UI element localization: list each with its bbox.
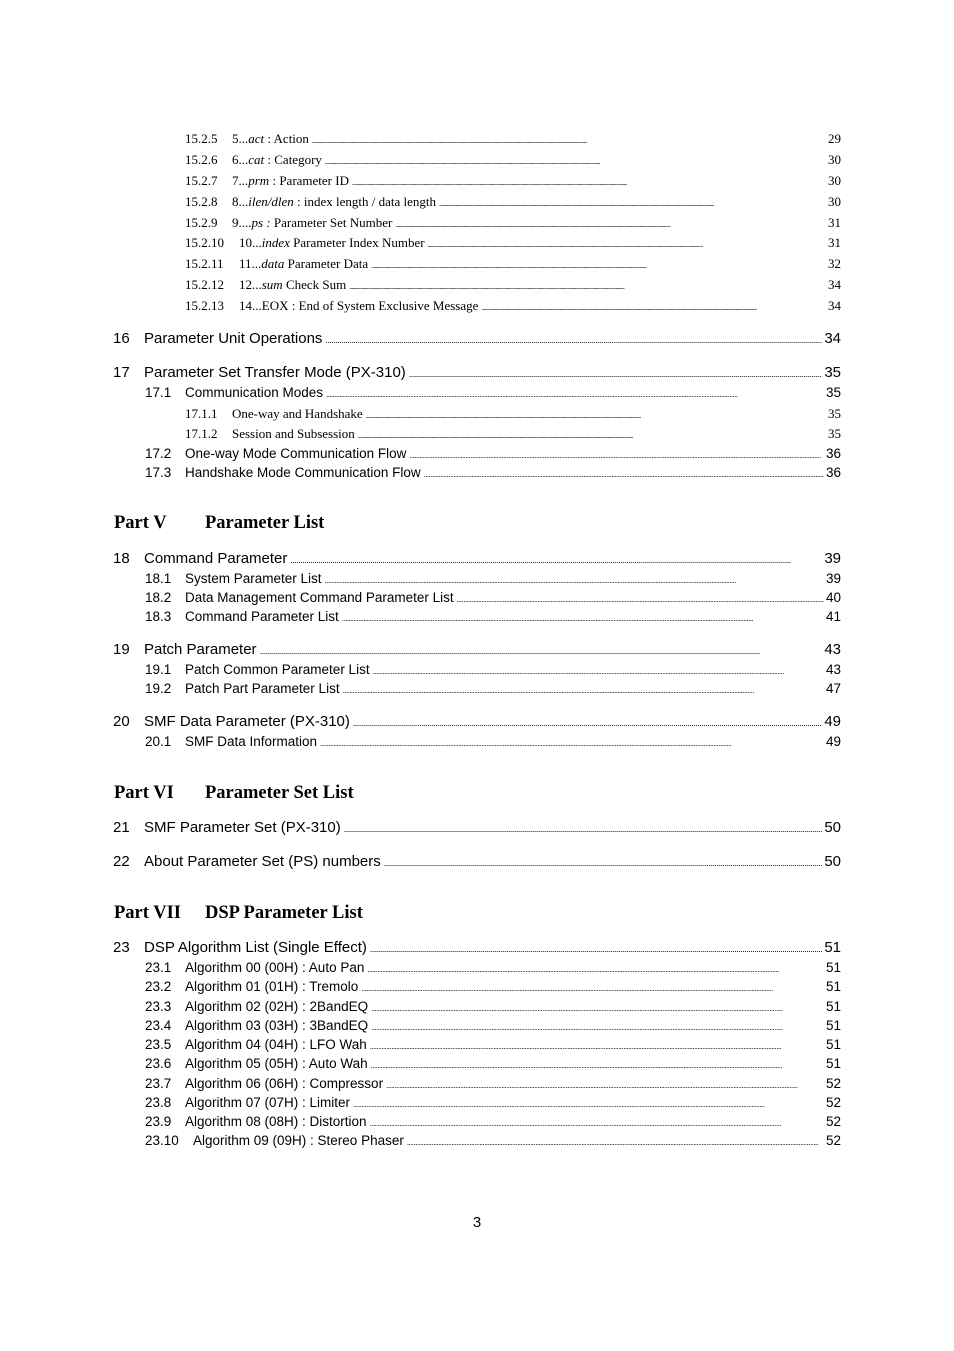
toc-entry[interactable] — [113, 641, 841, 661]
toc-entry-page: 30 — [828, 194, 841, 209]
toc-entry-number: 17.2 — [145, 446, 172, 461]
toc-entry[interactable] — [145, 571, 841, 589]
toc-entry[interactable] — [185, 215, 841, 232]
toc-leader-dots — [344, 824, 823, 834]
toc-leader-dots — [320, 739, 824, 748]
toc-entry-title-text: SMF Data Information — [185, 734, 318, 749]
toc-entry-title-text: Session and Subsession — [232, 426, 355, 441]
part-heading — [114, 903, 363, 924]
toc-entry[interactable] — [145, 465, 841, 483]
toc-entry-page: 52 — [825, 1114, 841, 1129]
toc-entry[interactable] — [113, 853, 841, 873]
toc-entry-title-text: Algorithm 07 (07H) : Limiter — [185, 1095, 351, 1110]
toc-leader-dots — [342, 614, 824, 623]
toc-entry-number: 17.1.2 — [185, 426, 218, 441]
toc-entry[interactable] — [145, 385, 841, 403]
toc-entry-number: 19.1 — [145, 662, 172, 677]
toc-entry[interactable] — [145, 1037, 841, 1055]
toc-entry-number: 15.2.12 — [185, 277, 224, 292]
toc-entry-title-text: DSP Algorithm List (Single Effect) — [144, 939, 367, 956]
toc-entry-title — [185, 1114, 367, 1129]
toc-entry-title-text: 7... — [232, 173, 249, 188]
toc-entry-page: 35 — [828, 426, 841, 441]
part-heading — [114, 513, 324, 534]
toc-entry-number: 18.3 — [145, 609, 172, 624]
toc-entry[interactable] — [113, 330, 841, 350]
toc-entry[interactable] — [185, 235, 841, 252]
toc-entry-number: 15.2.10 — [185, 235, 224, 250]
toc-entry-title-text: Handshake Mode Communication Flow — [185, 465, 421, 480]
toc-leader-dots — [366, 412, 826, 420]
toc-leader-dots — [260, 646, 823, 656]
toc-entry[interactable] — [145, 446, 841, 464]
toc-leader-dots — [349, 283, 826, 291]
toc-entry-title — [239, 256, 368, 272]
toc-entry-number: 19.2 — [145, 681, 172, 696]
toc-entry-page: 52 — [825, 1076, 841, 1091]
toc-entry-title — [232, 194, 436, 210]
toc-entry-title-text: 14...EOX : End of System Exclusive Message — [239, 298, 479, 313]
toc-entry-page: 40 — [825, 590, 841, 605]
toc-entry-page: 41 — [825, 609, 841, 624]
toc-entry-title — [193, 1133, 404, 1148]
toc-entry[interactable] — [185, 426, 841, 443]
toc-entry-number: 23.10 — [145, 1133, 179, 1148]
toc-entry[interactable] — [185, 152, 841, 169]
toc-entry-page: 52 — [825, 1133, 841, 1148]
toc-entry-title — [232, 215, 392, 231]
toc-leader-dots — [343, 686, 824, 695]
toc-entry-number: 15.2.11 — [185, 256, 224, 271]
toc-entry-title-suffix: : index length / data length — [293, 194, 436, 209]
toc-entry[interactable] — [185, 298, 841, 315]
toc-entry-page: 50 — [824, 819, 841, 836]
toc-entry-page: 34 — [828, 298, 841, 313]
toc-leader-dots — [290, 555, 822, 565]
toc-entry-page: 43 — [825, 662, 841, 677]
toc-entry-title-text: Algorithm 05 (05H) : Auto Wah — [185, 1056, 368, 1071]
toc-leader-dots — [325, 576, 824, 585]
toc-entry-number: 17.3 — [145, 465, 172, 480]
toc-entry-number: 23.1 — [145, 960, 172, 975]
toc-entry-title-text: Algorithm 02 (02H) : 2BandEQ — [185, 999, 369, 1014]
toc-entry-number: 18.1 — [145, 571, 172, 586]
toc-leader-dots — [358, 432, 826, 440]
toc-leader-dots — [367, 965, 824, 974]
toc-leader-dots — [361, 984, 824, 993]
part-heading-title: Parameter List — [205, 513, 325, 533]
toc-entry-number: 21 — [113, 819, 130, 836]
toc-leader-dots — [384, 858, 823, 868]
part-heading-title: Parameter Set List — [205, 783, 354, 803]
toc-entry-page: 39 — [825, 571, 841, 586]
toc-entry-title — [232, 152, 322, 168]
toc-entry-number: 23.6 — [145, 1056, 172, 1071]
toc-entry[interactable] — [145, 1056, 841, 1074]
toc-entry-title-text: Command Parameter — [144, 550, 288, 567]
toc-entry-page: 51 — [824, 939, 841, 956]
toc-entry-title-text: Data Management Command Parameter List — [185, 590, 454, 605]
toc-entry-title-text: Patch Common Parameter List — [185, 662, 370, 677]
part-heading-title: DSP Parameter List — [205, 903, 363, 923]
toc-entry-number: 17 — [113, 364, 130, 381]
toc-leader-dots — [409, 369, 823, 379]
toc-entry-title-suffix: Check Sum — [282, 277, 347, 292]
toc-entry-title — [144, 853, 381, 870]
toc-entry-page: 50 — [824, 853, 841, 870]
toc-entry-title-text: Parameter Set Transfer Mode (PX-310) — [144, 364, 406, 381]
toc-entry-page: 34 — [824, 330, 841, 347]
toc-entry-number: 18 — [113, 550, 130, 567]
toc-leader-dots — [370, 1119, 824, 1128]
toc-leader-dots — [481, 304, 826, 312]
toc-entry[interactable] — [145, 681, 841, 699]
toc-entry-title — [144, 641, 257, 658]
toc-entry-title — [185, 465, 421, 480]
toc-entry[interactable] — [185, 256, 841, 273]
toc-entry-title-suffix: Parameter Index Number — [289, 235, 425, 250]
toc-entry-number: 17.1.1 — [185, 406, 218, 421]
toc-entry[interactable] — [113, 819, 841, 839]
toc-entry-page: 39 — [824, 550, 841, 567]
toc-entry-title-text: Command Parameter List — [185, 609, 339, 624]
toc-entry[interactable] — [145, 1095, 841, 1113]
toc-entry-number: 22 — [113, 853, 130, 870]
toc-entry-title — [185, 609, 339, 624]
toc-entry-title — [185, 979, 358, 994]
toc-entry-title-text: Parameter Unit Operations — [144, 330, 323, 347]
toc-entry-title-text: System Parameter List — [185, 571, 322, 586]
toc-entry-number: 15.2.5 — [185, 131, 218, 146]
toc-leader-dots — [373, 667, 824, 676]
toc-leader-dots — [407, 1138, 824, 1147]
toc-entry[interactable] — [185, 406, 841, 423]
toc-entry-title-text: Patch Part Parameter List — [185, 681, 340, 696]
part-heading — [114, 783, 354, 804]
toc-entry-title-text: Patch Parameter — [144, 641, 257, 658]
toc-entry[interactable] — [113, 364, 841, 384]
toc-entry-number: 23.3 — [145, 999, 172, 1014]
toc-entry-page: 51 — [825, 1056, 841, 1071]
toc-entry-page: 51 — [825, 999, 841, 1014]
toc-entry[interactable] — [145, 1076, 841, 1094]
toc-entry[interactable] — [185, 194, 841, 211]
toc-entry-title — [185, 1018, 368, 1033]
toc-entry-title-variable: data — [261, 256, 285, 271]
toc-entry-page: 30 — [828, 152, 841, 167]
toc-entry[interactable] — [145, 1114, 841, 1132]
toc-entry-title — [185, 999, 368, 1014]
toc-entry-title-text: About Parameter Set (PS) numbers — [144, 853, 381, 870]
toc-leader-dots — [371, 1023, 824, 1032]
toc-entry-title-text: One-way Mode Communication Flow — [185, 446, 407, 461]
toc-leader-dots — [395, 221, 826, 229]
toc-entry-title-suffix: : Parameter ID — [269, 173, 349, 188]
toc-entry-title-variable: index — [261, 235, 290, 250]
toc-entry-title-text: Algorithm 06 (06H) : Compressor — [185, 1076, 384, 1091]
toc-entry-page: 43 — [824, 641, 841, 658]
toc-entry-title-text: SMF Data Parameter (PX-310) — [144, 713, 350, 730]
toc-entry-number: 15.2.9 — [185, 215, 218, 230]
toc-entry[interactable] — [113, 550, 841, 570]
toc-entry-page: 34 — [828, 277, 841, 292]
toc-entry-page: 35 — [828, 406, 841, 421]
toc-entry-title-text: 6... — [232, 152, 249, 167]
toc-entry-page: 30 — [828, 173, 841, 188]
toc-entry-number: 23.4 — [145, 1018, 172, 1033]
toc-entry-title-variable: cat — [248, 152, 265, 167]
toc-leader-dots — [312, 137, 826, 145]
toc-entry-number: 23.2 — [145, 979, 172, 994]
toc-leader-dots — [457, 595, 824, 604]
part-heading-number: Part VII — [114, 903, 181, 923]
toc-entry[interactable] — [113, 939, 841, 959]
toc-leader-dots — [409, 451, 824, 460]
toc-entry-title — [185, 1076, 383, 1091]
toc-entry-title — [144, 364, 406, 381]
toc-entry-page: 47 — [825, 681, 841, 696]
toc-entry-title — [232, 406, 363, 422]
toc-entry-page: 51 — [825, 1018, 841, 1033]
toc-entry-title — [144, 330, 322, 347]
toc-leader-dots — [325, 335, 822, 345]
toc-entry-number: 23.5 — [145, 1037, 172, 1052]
toc-entry-title — [239, 235, 425, 251]
toc-entry-page: 49 — [825, 734, 841, 749]
toc-entry-number: 18.2 — [145, 590, 172, 605]
toc-entry-page: 51 — [825, 1037, 841, 1052]
toc-entry-title — [185, 960, 364, 975]
toc-entry-title-text: 9.... — [232, 215, 252, 230]
toc-entry-number: 15.2.8 — [185, 194, 218, 209]
toc-entry-number: 15.2.6 — [185, 152, 218, 167]
toc-entry-title-text: Algorithm 00 (00H) : Auto Pan — [185, 960, 365, 975]
toc-entry-title-text: Communication Modes — [185, 385, 324, 400]
toc-entry-title-suffix: : Category — [264, 152, 322, 167]
toc-entry-title-suffix: : Action — [264, 131, 309, 146]
toc-entry[interactable] — [113, 713, 841, 733]
toc-entry-number: 23.7 — [145, 1076, 172, 1091]
toc-leader-dots — [370, 1042, 824, 1051]
toc-leader-dots — [371, 1004, 824, 1013]
toc-entry-page: 32 — [828, 256, 841, 271]
toc-entry-title — [185, 571, 322, 586]
toc-entry-title-text: 12... — [239, 277, 262, 292]
toc-entry-title — [185, 1095, 350, 1110]
toc-entry[interactable] — [145, 1133, 841, 1151]
toc-entry-title-text: Algorithm 09 (09H) : Stereo Phaser — [193, 1133, 404, 1148]
toc-entry-title-variable: sum — [261, 277, 283, 292]
toc-entry-page: 36 — [825, 446, 841, 461]
toc-leader-dots — [428, 241, 826, 249]
toc-entry-page: 29 — [828, 131, 841, 146]
toc-entry-title — [239, 277, 346, 293]
toc-entry[interactable] — [145, 1018, 841, 1036]
toc-entry-title-text: One-way and Handshake — [232, 406, 363, 421]
part-heading-number: Part V — [114, 513, 167, 533]
toc-entry-page: 49 — [824, 713, 841, 730]
toc-entry-title-suffix: Parameter Data — [284, 256, 369, 271]
toc-entry-title-text: 5... — [232, 131, 249, 146]
toc-entry-title-suffix: Parameter Set Number — [270, 215, 393, 230]
toc-entry-page: 31 — [828, 235, 841, 250]
toc-entry-number: 15.2.13 — [185, 298, 224, 313]
toc-leader-dots — [386, 1081, 824, 1090]
toc-entry[interactable] — [185, 131, 841, 148]
page-number: 3 — [472, 1214, 482, 1231]
toc-entry-page: 52 — [825, 1095, 841, 1110]
toc-entry-title-text: 11... — [239, 256, 262, 271]
toc-entry-title-text: Algorithm 03 (03H) : 3BandEQ — [185, 1018, 369, 1033]
toc-entry-title-text: Algorithm 01 (01H) : Tremolo — [185, 979, 359, 994]
toc-entry-title — [185, 681, 340, 696]
toc-entry-page: 35 — [824, 364, 841, 381]
toc-entry-title — [185, 385, 323, 400]
toc-leader-dots — [353, 718, 822, 728]
toc-entry-title — [239, 298, 478, 314]
toc-leader-dots — [353, 1100, 824, 1109]
toc-entry-page: 51 — [825, 960, 841, 975]
toc-entry-title-text: 8... — [232, 194, 249, 209]
toc-entry-number: 23 — [113, 939, 130, 956]
toc-entry[interactable] — [145, 979, 841, 997]
toc-entry-number: 23.9 — [145, 1114, 172, 1129]
toc-entry-number: 23.8 — [145, 1095, 172, 1110]
toc-entry-number: 20 — [113, 713, 130, 730]
toc-entry-title — [144, 819, 341, 836]
toc-entry-title — [144, 939, 367, 956]
toc-entry[interactable] — [185, 277, 841, 294]
toc-entry-title-variable: ilen/dlen — [248, 194, 294, 209]
toc-leader-dots — [424, 470, 824, 479]
toc-entry-page: 36 — [825, 465, 841, 480]
toc-entry[interactable] — [145, 734, 841, 752]
toc-leader-dots — [370, 944, 822, 954]
toc-entry[interactable] — [145, 999, 841, 1017]
toc-entry-title-variable: ps : — [251, 215, 271, 230]
toc-leader-dots — [371, 1061, 824, 1070]
toc-entry-title — [185, 446, 406, 461]
toc-entry[interactable] — [145, 960, 841, 978]
toc-entry-number: 20.1 — [145, 734, 172, 749]
toc-entry-title — [232, 173, 349, 189]
toc-leader-dots — [352, 179, 826, 187]
toc-leader-dots — [326, 390, 824, 399]
toc-entry-page: 35 — [825, 385, 841, 400]
toc-leader-dots — [371, 262, 826, 270]
toc-leader-dots — [439, 200, 826, 208]
toc-entry-title-text: Algorithm 08 (08H) : Distortion — [185, 1114, 367, 1129]
toc-entry-number: 19 — [113, 641, 130, 658]
toc-entry-title — [185, 590, 454, 605]
toc-entry-title — [144, 713, 350, 730]
toc-entry[interactable] — [145, 609, 841, 627]
toc-entry-title-variable: act — [248, 131, 265, 146]
toc-entry-page: 31 — [828, 215, 841, 230]
toc-entry-title — [232, 131, 309, 147]
toc-leader-dots — [325, 158, 826, 166]
toc-entry-title — [232, 426, 355, 442]
toc-entry-title — [185, 1056, 368, 1071]
toc-entry-title — [144, 550, 287, 567]
toc-entry-title-text: Algorithm 04 (04H) : LFO Wah — [185, 1037, 367, 1052]
toc-entry-title — [185, 734, 317, 749]
toc-entry-title-text: 10... — [239, 235, 262, 250]
toc-entry-title — [185, 662, 370, 677]
toc-entry[interactable] — [145, 590, 841, 608]
part-heading-number: Part VI — [114, 783, 174, 803]
toc-entry-title-text: SMF Parameter Set (PX-310) — [144, 819, 341, 836]
toc-entry-title — [185, 1037, 367, 1052]
toc-entry-number: 17.1 — [145, 385, 172, 400]
toc-entry[interactable] — [145, 662, 841, 680]
toc-entry-number: 16 — [113, 330, 130, 347]
toc-entry[interactable] — [185, 173, 841, 190]
toc-entry-page: 51 — [825, 979, 841, 994]
toc-entry-title-variable: prm — [248, 173, 270, 188]
toc-entry-number: 15.2.7 — [185, 173, 218, 188]
